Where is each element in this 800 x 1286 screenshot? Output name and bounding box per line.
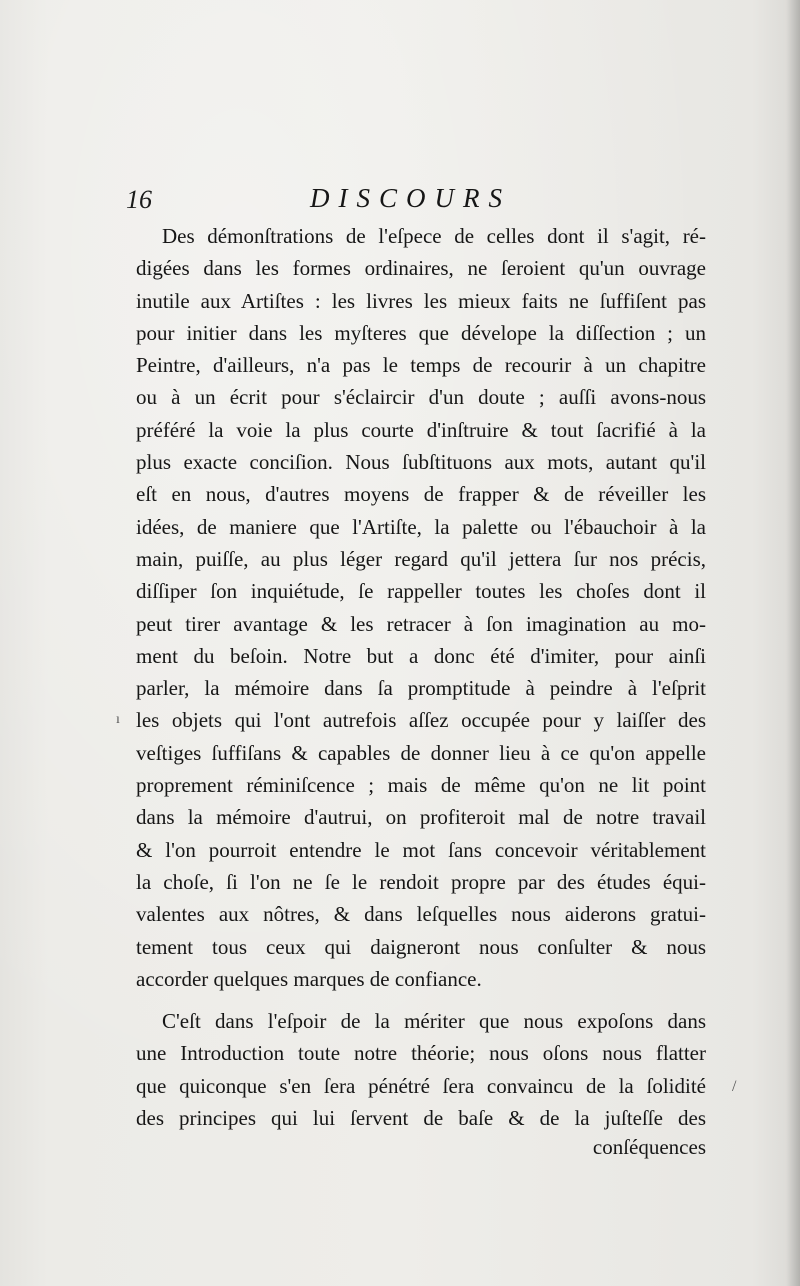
text-line: ou à un écrit pour s'éclaircir d'un doute ; auſſi avons-nous [136,385,706,410]
text-line: tement tous ceux qui daigneront nous conſulter & nous [136,934,706,959]
page-number: 16 [126,185,152,214]
text-line: inutile aux Artiſtes : les livres les mieux faits ne ſuffiſent pas [136,288,706,313]
running-head [126,183,726,219]
paragraph-gap [136,995,706,1005]
text-line: diſſiper ſon inquiétude, ſe rappeller toutes les choſes dont il [136,579,706,604]
text-line: dans la mémoire d'autrui, on profiteroit mal de notre travail [136,805,706,830]
text-line: veſtiges ſuffiſans & capables de donner lieu à ce qu'on appelle [136,740,706,765]
text-line: ment du beſoin. Notre but a donc été d'imiter, pour ainſi [136,643,706,668]
text-line: plus exacte conciſion. Nous ſubſtituons aux mots, autant qu'il [136,450,706,475]
text-line: peut tirer avantage & les retracer à ſon imagination au mo- [136,611,706,636]
text-line: préféré la voie la plus courte d'inſtruire & tout ſacrifié à la [136,417,706,442]
margin-mark: / [732,1078,737,1095]
text-line: proprement réminiſcence ; mais de même qu'on ne lit point [136,773,706,798]
text-line: eſt en nous, d'autres moyens de frapper & de réveiller les [136,482,706,507]
text-line: valentes aux nôtres, & dans leſquelles nous aiderons gratui- [136,902,706,927]
text-line: la choſe, ſi l'on ne ſe le rendoit propre par des études équi- [136,869,706,894]
page-edge-shadow [786,0,800,1286]
text-line: Peintre, d'ailleurs, n'a pas le temps de recourir à un chapitre [136,353,706,378]
text-line: C'eſt dans l'eſpoir de la mériter que nous expoſons dans [162,1009,706,1034]
text-line: & l'on pourroit entendre le mot ſans concevoir véritablement [136,837,706,862]
text-line: parler, la mémoire dans ſa promptitude à peindre à l'eſprit [136,676,706,701]
text-line: des principes qui lui ſervent de baſe & de la juſteſſe des [136,1106,706,1131]
paragraph [136,1005,706,1134]
running-title: DISCOURS [310,183,511,213]
text-line: une Introduction toute notre théorie; nous oſons nous flatter [136,1041,706,1066]
text-line: les objets qui l'ont autrefois aſſez occupée pour y laiſſer des [136,708,706,733]
margin-mark: ı [116,712,120,727]
paragraph [136,220,706,995]
body-text [136,220,706,1134]
text-line: idées, de maniere que l'Artiſte, la palette ou l'ébauchoir à la [136,514,706,539]
text-line: pour initier dans les myſteres que dévelope la diſſection ; un [136,320,706,345]
text-line: main, puiſſe, au plus léger regard qu'il jettera ſur nos précis, [136,546,706,571]
text-line: accorder quelques marques de confiance. [136,966,482,991]
catchword: conſéquences [592,1135,706,1159]
text-line: Des démonſtrations de l'eſpece de celles dont il s'agit, ré- [162,224,706,248]
text-line: digées dans les formes ordinaires, ne ſeroient qu'un ouvrage [136,256,706,281]
text-line: que quiconque s'en ſera pénétré ſera convaincu de la ſolidité [136,1073,706,1098]
